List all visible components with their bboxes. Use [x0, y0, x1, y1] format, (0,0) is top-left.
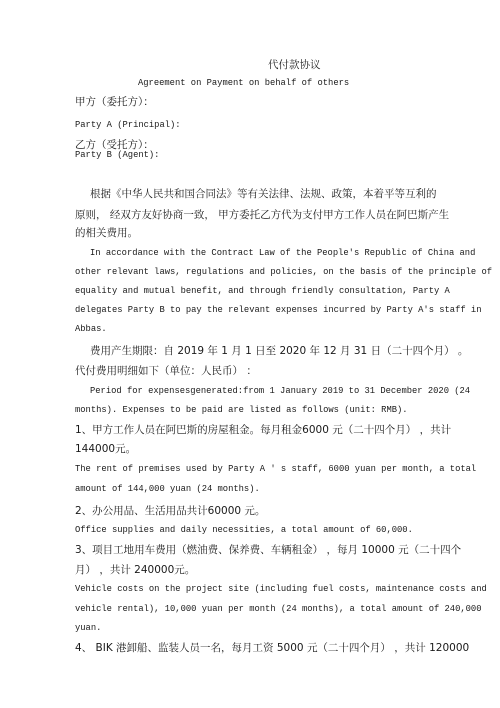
item-1-cn-line: 144000元。	[75, 443, 137, 455]
title-english: Agreement on Payment on behalf of others	[138, 78, 350, 88]
item-3-en-line: vehicle rental), 10,000 yuan per month (24 months), a total amount of 240,000	[75, 604, 482, 614]
party-a-label-cn: 甲方（委托方）：	[75, 96, 154, 108]
item-2-en-line: Office supplies and daily necessities, a total amount of 60,000.	[75, 525, 413, 535]
item-4-cn-line: 4、 BIK 港卸船、监装人员一名，每月工资 5000 元（二十四个月） ，共计 120000	[75, 642, 470, 654]
item-3-en-line: Vehicle costs on the project site (including fuel costs, maintenance costs and	[75, 584, 487, 594]
item-3-cn-line: 月） ，共计 240000元。	[75, 564, 196, 576]
period-en-line: months). Expenses to be paid are listed as follows (unit: RMB).	[75, 405, 408, 415]
intro-cn-line: 根据《中华人民共和国合同法》等有关法律、法规、政策，本着平等互利的	[90, 188, 437, 200]
party-a-label-en: Party A (Principal):	[75, 120, 181, 130]
period-cn-line: 费用产生期限：自 2019 年 1 月 1 日至 2020 年 12 月 31 日（二十四个月） 。	[90, 345, 469, 357]
item-1-cn-line: 1、甲方工作人员在阿巴斯的房屋租金。每月租金6000 元（二十四个月） ，共计	[75, 424, 452, 436]
intro-cn-line: 原则， 经双方友好协商一致， 甲方委托乙方代为支付甲方工作人员在阿巴斯产生	[75, 209, 450, 221]
item-1-en-line: The rent of premises used by Party A ' s staff, 6000 yuan per month, a total	[75, 464, 477, 474]
period-cn-line: 代付费用明细如下（单位：人民币） ：	[75, 365, 257, 377]
title-chinese: 代付款协议	[268, 59, 321, 71]
party-b-label-en: Party B (Agent):	[75, 150, 160, 160]
intro-en-line: Abbas.	[75, 324, 107, 334]
intro-en-line: In accordance with the Contract Law of the People's Republic of China and	[90, 248, 476, 258]
item-3-cn-line: 3、项目工地用车费用（燃油费、保养费、车辆租金） ，每月 10000 元（二十四个	[75, 544, 462, 556]
item-2-cn-line: 2、办公用品、生活用品共计60000 元。	[75, 505, 266, 517]
item-1-en-line: amount of 144,000 yuan (24 months).	[75, 484, 260, 494]
intro-en-line: delegates Party B to pay the relevant expenses incurred by Party A's staff in	[75, 305, 482, 315]
intro-en-line: equality and mutual benefit, and through friendly consultation, Party A	[75, 286, 450, 296]
intro-en-line: other relevant laws, regulations and policies, on the basis of the principle of	[75, 267, 493, 277]
item-3-en-line: yuan.	[75, 623, 102, 633]
party-b-label-cn: 乙方（受托方）：	[75, 139, 154, 151]
intro-cn-line: 的相关费用。	[75, 227, 138, 239]
period-en-line: Period for expensesgenerated:from 1 January 2019 to 31 December 2020 (24	[90, 386, 471, 396]
